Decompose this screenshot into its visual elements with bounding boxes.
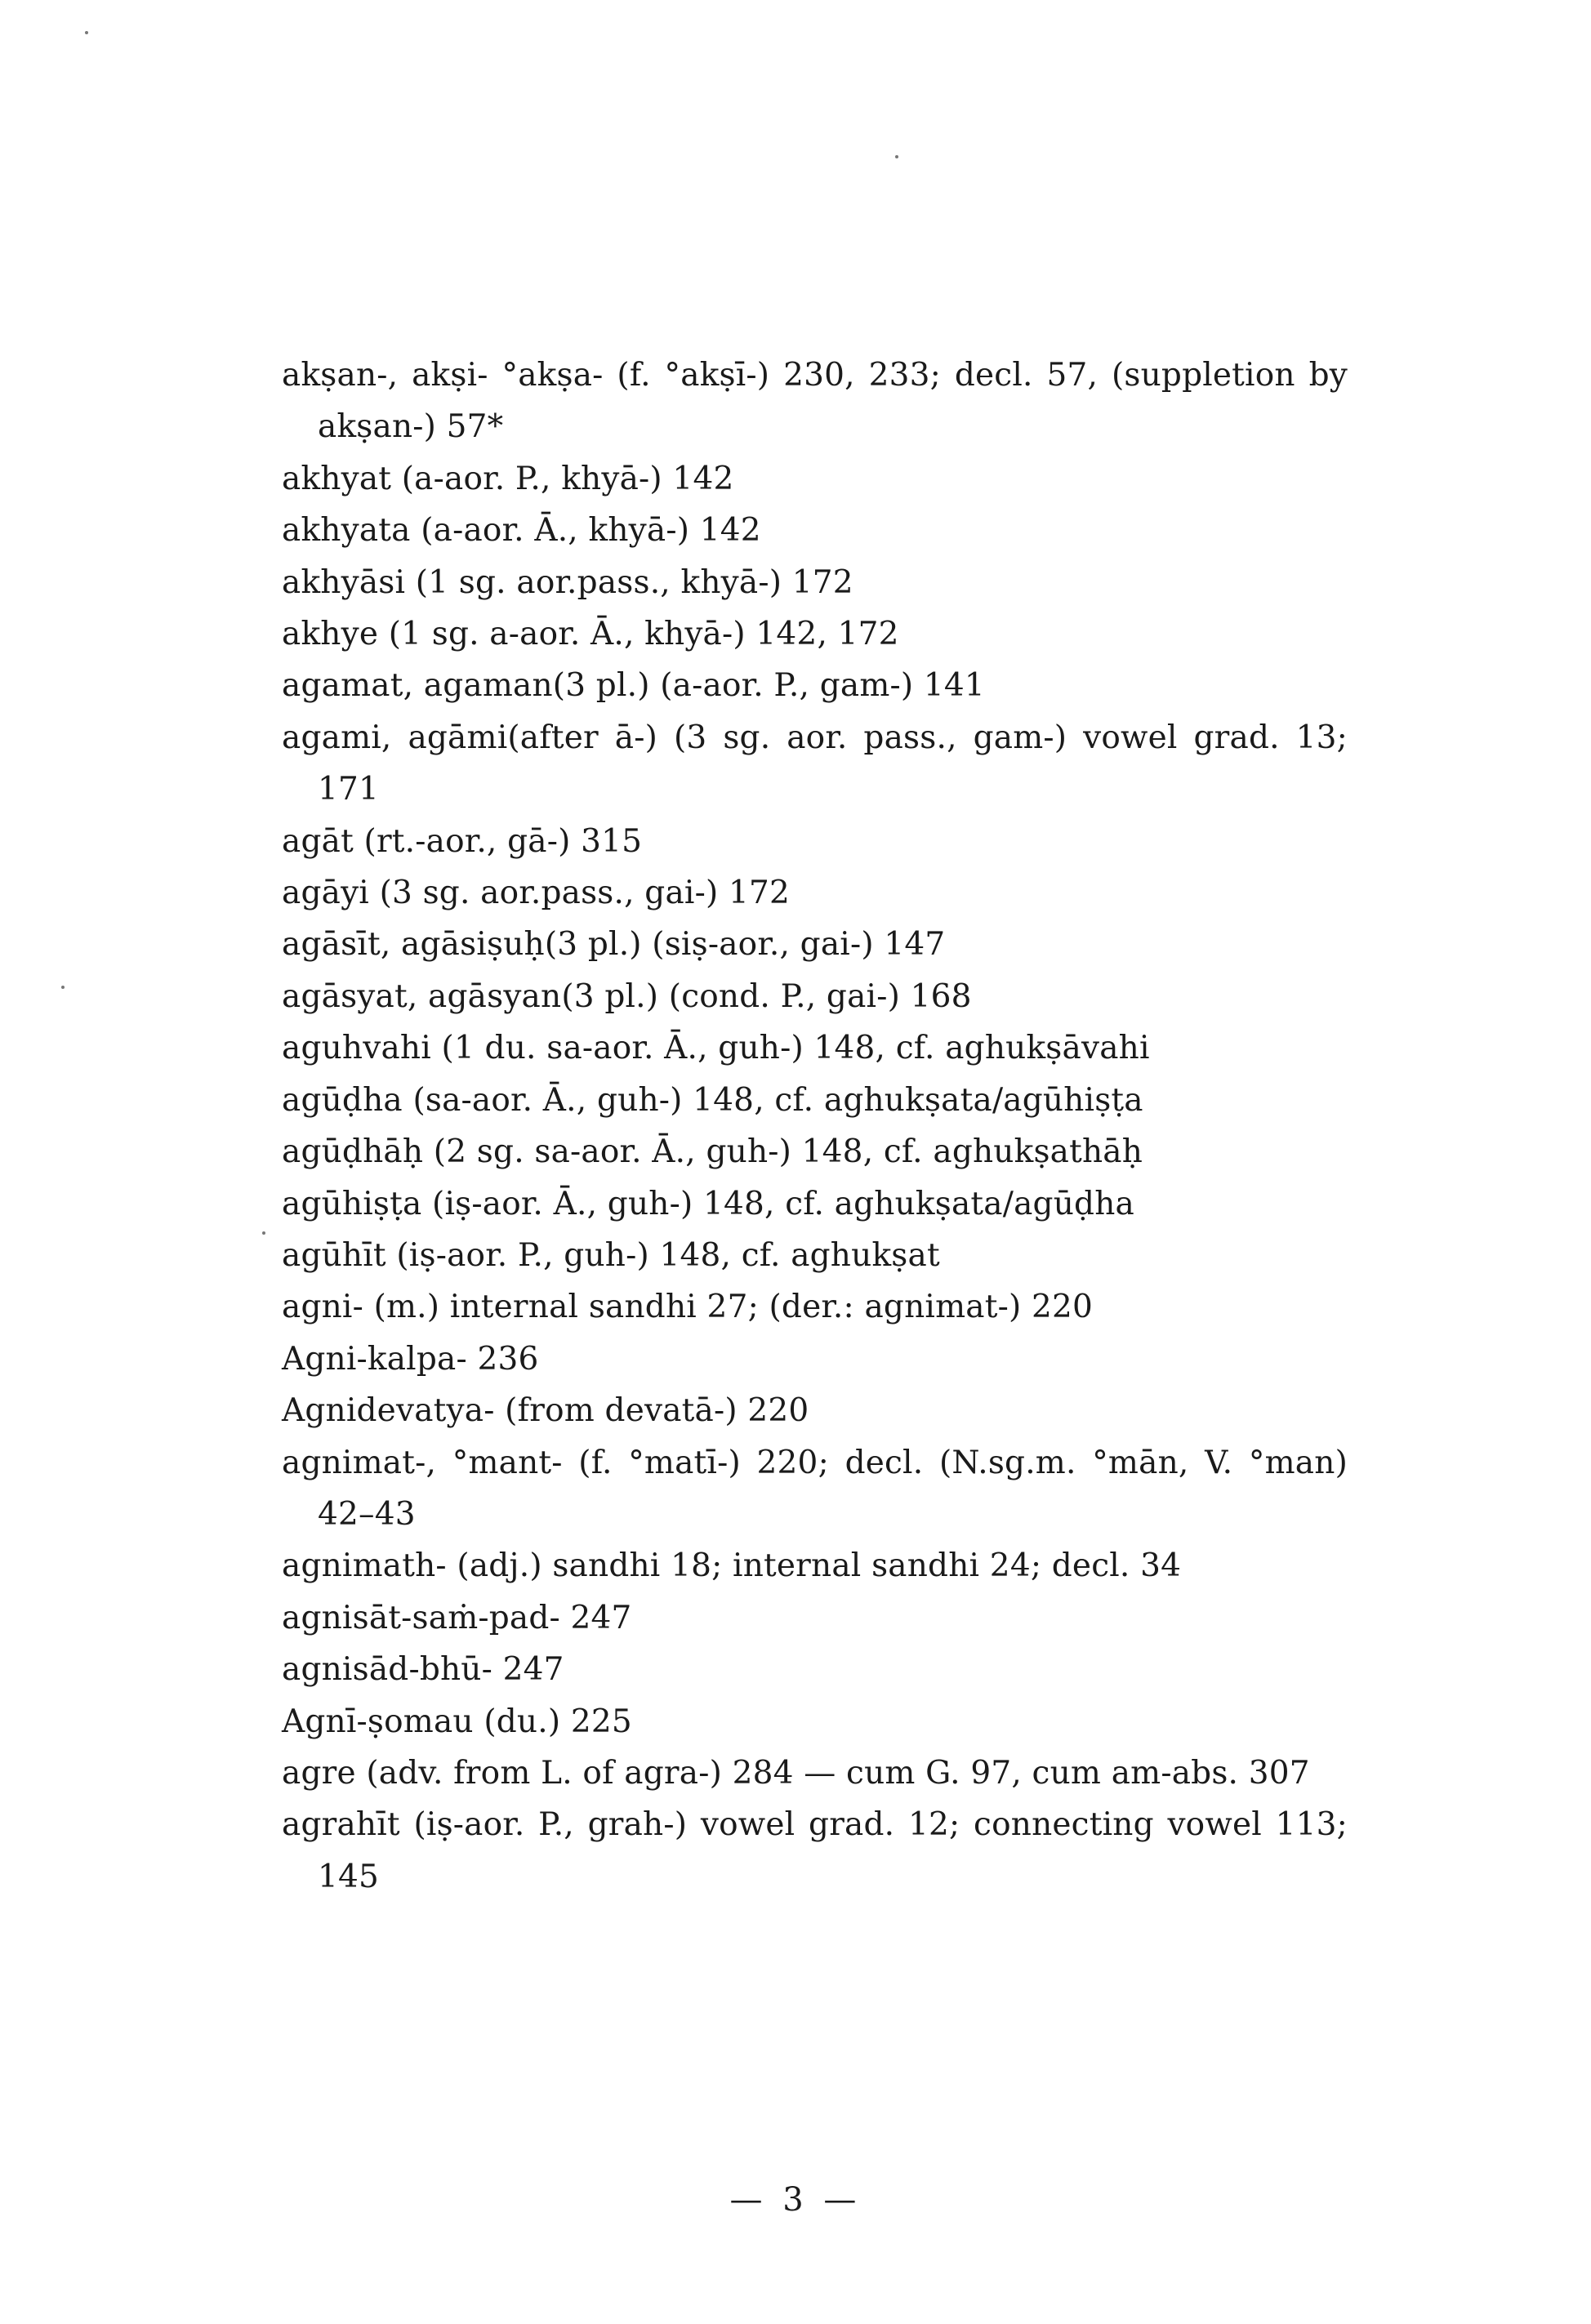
index-entry: agnisāt-saṁ-pad- 247 bbox=[282, 1599, 632, 1636]
index-entry: agāsīt, agāsiṣuḥ(3 pl.) (siṣ-aor., gai-) 147 bbox=[282, 926, 946, 964]
index-entry: agnimat-, °mant- (f. °matī-) 220; decl. (N.sg.m. °mān, V. °man) 42–43 bbox=[282, 1444, 1348, 1533]
index-entry: akhyata (a-aor. Ā., khyā-) 142 bbox=[282, 512, 761, 550]
index-entry: agni- (m.) internal sandhi 27; (der.: agnimat-) 220 bbox=[282, 1289, 1094, 1326]
print-speck bbox=[61, 986, 65, 989]
index-entry: agūhīt (iṣ-aor. P., guh-) 148, cf. aghukṣat bbox=[282, 1236, 940, 1274]
page-number: — 3 — bbox=[729, 2181, 862, 2219]
index-entry: akhyāsi (1 sg. aor.pass., khyā-) 172 bbox=[282, 563, 853, 601]
print-speck bbox=[262, 1231, 265, 1235]
index-entry: agre (adv. from L. of agra-) 284 — cum G. 97, cum am-abs. 307 bbox=[282, 1754, 1310, 1792]
index-entry: agūḍha (sa-aor. Ā., guh-) 148, cf. aghukṣata/agūhiṣṭa bbox=[282, 1081, 1143, 1119]
index-entry: Agnidevatya- (from devatā-) 220 bbox=[282, 1392, 809, 1430]
index-entry: Agnī-ṣomau (du.) 225 bbox=[282, 1703, 632, 1740]
index-entry: agāyi (3 sg. aor.pass., gai-) 172 bbox=[282, 875, 791, 912]
index-entry: agāt (rt.-aor., gā-) 315 bbox=[282, 822, 643, 860]
index-entry: agūhiṣṭa (iṣ-aor. Ā., guh-) 148, cf. aghukṣata/agūḍha bbox=[282, 1185, 1134, 1222]
index-entry: agami, agāmi(after ā-) (3 sg. aor. pass., gam-) vowel grad. 13; 171 bbox=[282, 719, 1348, 808]
print-speck bbox=[85, 31, 88, 34]
index-entry: akṣan-, akṣi- °akṣa- (f. °akṣī-) 230, 233; decl. 57, (suppletion by akṣan-) 57* bbox=[282, 357, 1348, 446]
index-entry: Agni-kalpa- 236 bbox=[282, 1340, 539, 1378]
index-entry: aguhvahi (1 du. sa-aor. Ā., guh-) 148, cf. aghukṣāvahi bbox=[282, 1030, 1150, 1067]
index-entry: agāsyat, agāsyan(3 pl.) (cond. P., gai-) 168 bbox=[282, 977, 972, 1015]
index-entry: agrahīt (iṣ-aor. P., grah-) vowel grad. 12; connecting vowel 113; 145 bbox=[282, 1806, 1348, 1895]
index-entry: agamat, agaman(3 pl.) (a-aor. P., gam-) 141 bbox=[282, 667, 985, 705]
index-entry: akhye (1 sg. a-aor. Ā., khyā-) 142, 172 bbox=[282, 616, 899, 653]
index-entry: agnisād-bhū- 247 bbox=[282, 1651, 564, 1689]
print-speck bbox=[895, 155, 898, 158]
index-entry: agnimath- (adj.) sandhi 18; internal sandhi 24; decl. 34 bbox=[282, 1547, 1182, 1585]
index-entry: agūḍhāḥ (2 sg. sa-aor. Ā., guh-) 148, cf. aghukṣathāḥ bbox=[282, 1133, 1143, 1171]
index-entry: akhyat (a-aor. P., khyā-) 142 bbox=[282, 460, 734, 497]
index-entry-list bbox=[282, 349, 1348, 1903]
